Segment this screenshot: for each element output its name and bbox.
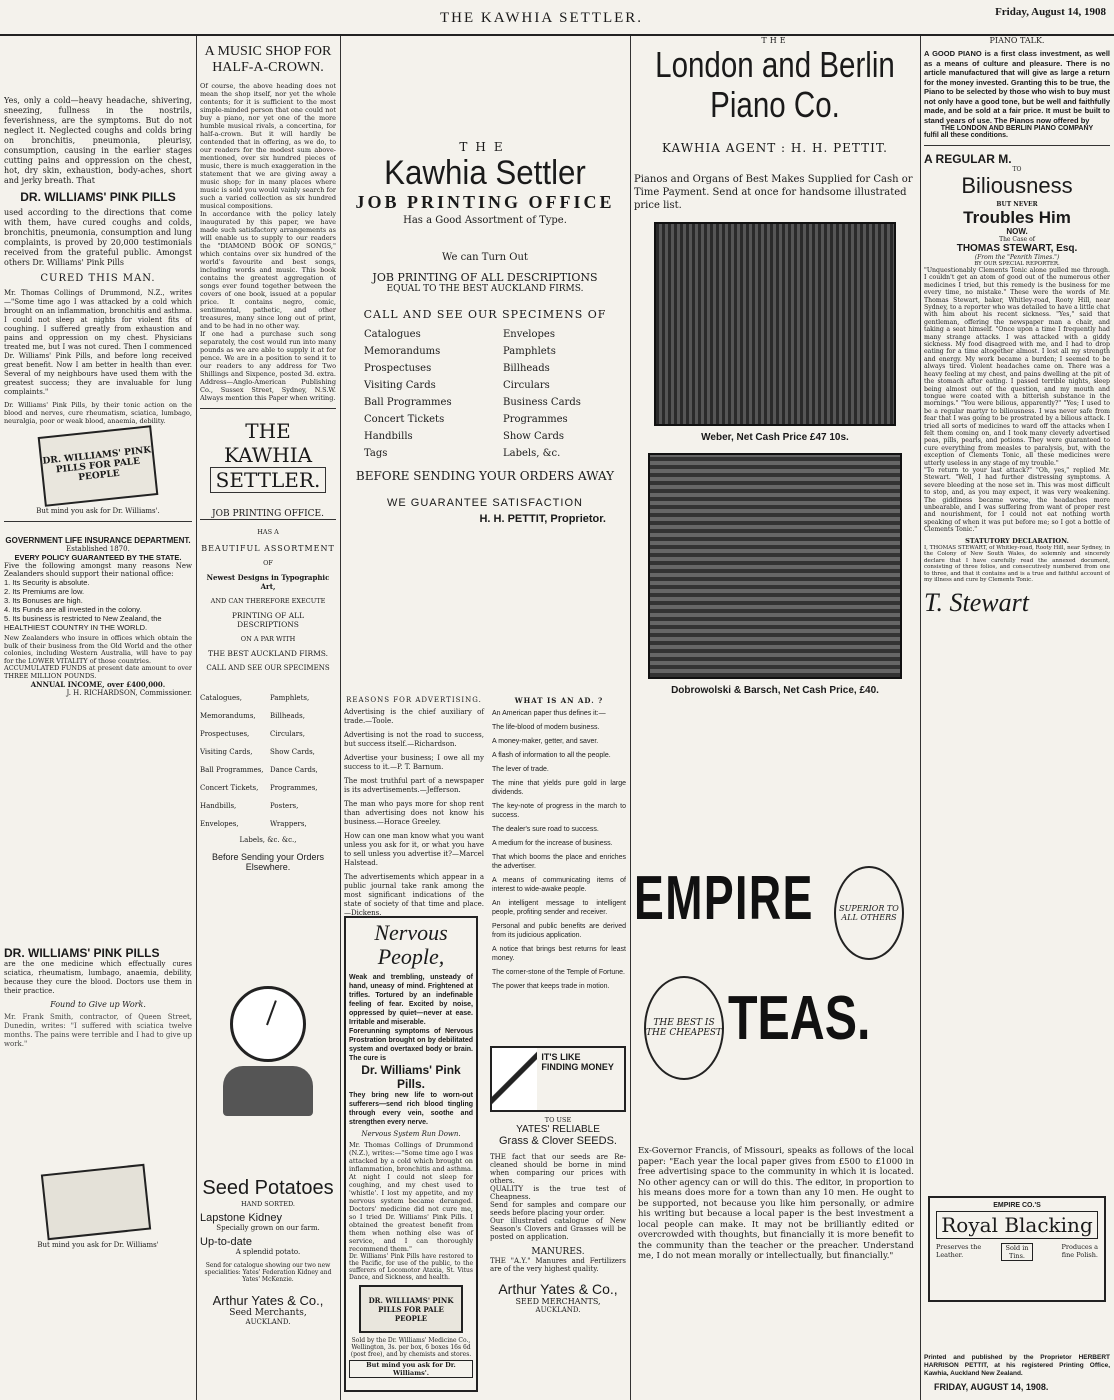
nerv-box	[359, 1285, 463, 1333]
js-item: Circulars	[503, 380, 550, 391]
js-item: Tags	[364, 448, 388, 459]
reasons-title: REASONS FOR ADVERTISING.	[346, 696, 482, 704]
nerv-sold: Sold by the Dr. Williams' Medicine Co., Wellington, 3s. per box, 6 boxes 16s 6d (post free), and by chemists and stores.	[350, 1337, 472, 1358]
reason: The advertisements which appear in a public journal take rank among the most significant indications of the state of society of that time and place.—Dickens.	[344, 873, 484, 917]
insurance-sign: J. H. RICHARDSON, Commissioner.	[66, 689, 192, 697]
dob-caption: Dobrowolski & Barsch, Net Cash Price, £40.	[671, 685, 879, 696]
empire-co: EMPIRE CO.'S	[993, 1202, 1041, 1209]
has-a: HAS A	[257, 528, 279, 536]
whatad-title: WHAT IS AN AD. ?	[514, 696, 604, 705]
nerv-body-3: They bring new life to worn-out sufferers—send rich blood tingling through every vein, soothe and strengthen every nerve.	[349, 1092, 473, 1126]
piano-talk-title: PIANO TALK.	[989, 36, 1045, 45]
pink-pills-body: used according to the directions that come with them, have cured coughs and colds, bronchitis, pneumonia, consumption and lung complaints, is proved by 20,000 testimonials received from the grateful public. Amongst others Dr. Williams' Pink Pills	[4, 208, 192, 267]
reason: The most truthful part of a newspaper is its advertisements.—Jefferson.	[344, 777, 484, 794]
seed-sub: HAND SORTED.	[240, 1200, 295, 1208]
js-items	[364, 329, 626, 459]
special-reporter: BY OUR SPECIAL REPORTER.	[974, 261, 1060, 267]
specimen-list	[200, 694, 336, 828]
js-desc: JOB PRINTING OF ALL DESCRIPTIONS	[372, 271, 598, 284]
js-item: Catalogues	[364, 329, 421, 340]
but-never: BUT NEVER	[996, 201, 1038, 208]
music-body-1: Of course, the above heading does not mean the shop itself, nor yet the whole contents; for it is sufficient to the most simple-minded person that one could not buy a piano, nor yet one of the more humble musical rivals, a concertina, for half-a-crown. But it will hardly be contended that in offering, as we do, to our readers for the modest sum above-mentioned, over six hundred pieces of music, there is much exaggeration in the statement that we are giving away a music shop; for in many places where music is sold you would vainly search for such a varied collection as six hundred musical compositions.	[200, 82, 336, 210]
uptodate: Up-to-date	[200, 1236, 252, 1248]
reason: Advertise your business; I owe all my success to it.—P. T. Barnum.	[344, 754, 484, 771]
now: NOW.	[1006, 227, 1028, 236]
js-item: Programmes	[503, 414, 568, 425]
statutory-title: STATUTORY DECLARATION.	[965, 536, 1069, 545]
statutory-body: I, THOMAS STEWART, of Whitley-road, Rooty Hill, near Sydney, in the Colony of New South Wales, do solemnly and sincerely declare that I have carefully read the annexed document, consisting of three folios, and consecutively numbered from one to three, and that it contains and is a true and faithful account of my illness and cure by Clements Tonic.	[924, 544, 1110, 584]
js-prop: H. H. PETTIT, Proprietor.	[479, 513, 606, 525]
best-oval	[644, 976, 724, 1080]
reason: How can one man know what you want unless you ask for it, or what you have to sell unless you advertise it?—Marcel Halstead.	[344, 832, 484, 867]
column-4	[634, 36, 916, 1396]
js-title: Kawhia Settler	[384, 154, 586, 192]
before-sending: Before Sending your Orders Elsewhere.	[211, 852, 325, 872]
whatad-line: That which booms the place and enriches the advertiser.	[492, 854, 626, 870]
insurance-policy: EVERY POLICY GUARANTEED BY THE STATE.	[14, 553, 182, 562]
teas-word: TEAS.	[728, 984, 871, 1053]
nerv-brand: Dr. Williams' Pink Pills.	[361, 1063, 461, 1091]
nerv-mind: But mind you ask for Dr. Williams'.	[349, 1360, 473, 1378]
nerv-sub: Nervous System Run Down.	[361, 1130, 461, 1138]
whatad-line: The lever of trade.	[492, 766, 549, 773]
pink-pills-box	[38, 425, 159, 507]
specimen-item: Billheads,	[270, 712, 305, 720]
insurance-more: New Zealanders who insure in offices which obtain the bulk of their business from the Old World and the other colonies, including Western Australia, will have to pay for the LOWER VITALITY of those countries.	[4, 634, 192, 665]
from-penrith: (From the "Penrith Times.")	[974, 254, 1060, 261]
pills-note: Dr. Williams' Pink Pills, by their tonic action on the blood and nerves, cure rheumatism, sciatica, lumbago, neuralgia, poor or weak blood, anaemia, debility.	[4, 401, 192, 425]
specimen-item: Posters,	[270, 802, 299, 810]
js-item: Envelopes	[503, 329, 555, 340]
to: TO	[1012, 166, 1022, 173]
can-execute: AND CAN THEREFORE EXECUTE	[210, 597, 326, 605]
yates-body-1: THE fact that our seeds are Re-cleaned should be borne in mind when comparing our prices with others.	[490, 1153, 626, 1185]
yates-gc: Grass & Clover SEEDS.	[499, 1135, 617, 1147]
nerv-story: Mr. Thomas Collings of Drummond (N.Z.), writes:—"Some time ago I was attacked by a cold which brought on inflammation, bronchitis and asthma. At night I could not sleep for coughing, and my chest used to 'whistle'. I lost my appetite, and my nervous system became deranged. Doctors' medicine did not cure me, so I tried Dr. Williams' Pink Pills. I obtained the greatest benefit from them when nothing else was of service, and I can thoroughly recommend them."	[349, 1141, 473, 1253]
ad2-mind: But mind you ask for Dr. Williams'	[37, 1241, 159, 1249]
column-1	[4, 36, 192, 1396]
jp-title: JOB PRINTING OFFICE.	[200, 509, 336, 520]
column-2	[200, 36, 336, 1396]
js-turn: We can Turn Out	[442, 252, 528, 263]
ad2-heading: DR. WILLIAMS' PINK PILLS	[4, 946, 160, 960]
preserves: Preserves the Leather.	[936, 1243, 982, 1259]
whatad-line: A flash of information to all the people.	[492, 752, 611, 759]
insurance-title: GOVERNMENT LIFE INSURANCE DEPARTMENT.	[5, 536, 191, 545]
js-item: Labels, &c.	[503, 448, 561, 459]
js-item: Business Cards	[503, 397, 581, 408]
dobrowolski-piano-image	[648, 453, 902, 679]
piano-talk-end: fulfil all these conditions.	[924, 132, 1009, 139]
masthead	[0, 0, 1114, 36]
best-firms: THE BEST AUCKLAND FIRMS.	[207, 649, 329, 658]
specimen-item: Show Cards,	[270, 748, 315, 756]
column-rule	[340, 36, 341, 1400]
pink-pills-ad-2	[4, 946, 192, 1249]
issue-date: Friday, August 14, 1908	[995, 6, 1106, 18]
yates-seed: SEED MERCHANTS,	[515, 1297, 601, 1306]
regular-m: A REGULAR M.	[924, 152, 1012, 166]
specimen-item: Handbills,	[200, 802, 237, 810]
ask-for-williams: But mind you ask for Dr. Williams'.	[36, 507, 160, 515]
ad2-body: are the one medicine which effectually cures sciatica, rheumatism, lumbago, anaemia, debility, because they cure the blood. Doctors use them in their practice.	[4, 960, 192, 995]
js-before: BEFORE SENDING YOUR ORDERS AWAY	[355, 469, 615, 483]
insurance-body: Five the following amongst many reasons New Zealanders should support their national office:	[4, 562, 192, 578]
stewart-story-2: "To return to your last attack?" "Oh, yes," replied Mr. Stewart. "Well, I had further distressing symptoms. A severe bleeding at the nose set in. This was most difficult to stop, and, as you may expect, it was very weakening. The giddiness became worse, the headaches more unbearable, and I was suffering from want of proper rest and nourishment, for I could not eat nothing worth speaking of when it was put before me; so I got a bottle of Clements Tonic."	[924, 466, 1110, 534]
produces: Produces a fine Polish.	[1061, 1243, 1098, 1259]
yates-auckland: AUCKLAND.	[535, 1306, 581, 1314]
nervous-people-ad	[344, 916, 478, 1392]
collings-story: Mr. Thomas Collings of Drummond, N.Z., writes—"Some time ago I was attacked by a cold which brought on an inflammation, bronchitis and asthma. I could not sleep at nights for violent fits of coughing. I suffered greatly from exhaustion and pains and oppression on my chest. Physicians treated me, but I was not cured. Then I commenced Dr. Williams' Pink Pills, and before long received great benefit. Now I am better in health than ever. Several of my neighbours have used them with the greatest success; they are invaluable for lung complaints."	[4, 289, 192, 396]
whatad-line: The mine that yields pure gold in large dividends.	[492, 780, 626, 796]
yates-illustration	[490, 1046, 626, 1112]
empire-word: EMPIRE	[634, 864, 814, 933]
ks-settler: SETTLER.	[210, 467, 326, 493]
sower-icon	[492, 1048, 537, 1110]
best-text: THE BEST IS THE CHEAPEST	[646, 1018, 722, 1038]
yates-its: IT'S LIKE FINDING MONEY	[541, 1052, 614, 1072]
whatad-line: The corner-stone of the Temple of Fortune.	[492, 969, 625, 976]
lapstone: Lapstone Kidney	[200, 1212, 282, 1224]
ks-kawhia: KAWHIA	[223, 443, 313, 467]
newspaper-title: THE KAWHIA SETTLER.	[440, 10, 644, 26]
js-the: THE	[459, 140, 511, 154]
cold-intro: Yes, only a cold—heavy headache, shivering, sneezing, fullness in the nostrils, feverishness, are the symptoms. But do not neglect it. Neglected coughs and colds bring on bronchitis, pneumonia, pleurisy, consumption, causing in the earlier stages cutting pains and oppression on the chest, hot, dry skin, exhaustion, body-aches, short and jerky breath. That	[4, 96, 192, 185]
whatad-line: An intelligent message to intelligent people, profiting sender and receiver.	[492, 900, 626, 916]
lb-title-1: London and Berlin	[655, 44, 895, 85]
js-guar: WE GUARANTEE SATISFACTION	[387, 497, 583, 509]
lb-the: THE	[761, 36, 789, 45]
whatad-line: Personal and public benefits are derived from its judicious application.	[492, 923, 626, 939]
reason: Advertising is the chief auxiliary of trade.—Toole.	[344, 708, 484, 725]
yates-body-2: Send for samples and compare our seeds before placing your order.	[490, 1201, 626, 1217]
insurance-item: 1. Its Security is absolute.	[4, 578, 90, 587]
scale-icon	[230, 986, 306, 1062]
seed-send: Send for catalogue showing our two new specialities: Yates' Federation Kidney and Yates' McKenzie.	[204, 1262, 332, 1283]
governor-francis: Ex-Governor Francis, of Missouri, speaks as follows of the local paper: "Each year the local paper gives from £500 to £1000 in free advertising space to the community in which it is located. No other agency can or will do this. The editor, in proportion to his means does more for a town than any 10 men. He ought to be supported, not because you like him personally, or admire his writing but because a local paper is the best investment a local people can make. It may not be brilliantly edited or overcrowded with thoughts, but financially it is more benefit to the community than the teacher or the preacher. Understand me, I do not mean morally or intellectually, but financially."	[638, 1146, 914, 1261]
insurance-item: 5. Its business is restricted to New Zealand, the HEALTHIEST COUNTRY IN THE WORLD.	[4, 614, 162, 632]
js-call: CALL AND SEE OUR SPECIMENS OF	[363, 308, 607, 321]
labels-etc: Labels, &c. &c.,	[239, 836, 297, 844]
whatad-line: A means of communicating items of interest to wide-awake people.	[492, 877, 626, 893]
yates-to: TO USE	[544, 1116, 572, 1124]
biliousness: Biliousness	[961, 173, 1073, 198]
lapstone-sub: Specially grown on our farm.	[216, 1224, 320, 1232]
specimen-item: Concert Tickets,	[200, 784, 259, 792]
insurance-funds: ACCUMULATED FUNDS at present date amount to over THREE MILLION POUNDS.	[4, 664, 192, 680]
nerv-body-2: Forerunning symptoms of Nervous Prostration brought on by debilitated system and overtaxed body or brain. The cure is	[349, 1028, 473, 1062]
insurance-est: Established 1870.	[66, 545, 130, 553]
call-see: CALL AND SEE OUR SPECIMENS	[206, 664, 330, 672]
specimen-item: Catalogues,	[200, 694, 242, 702]
stewart-story: "Unquestionably Clements Tonic alone pulled me through. I couldn't get an atom of good out of the numerous other medicines I tried, but this remedy is the business for me every time, no mistake." These were the words of Mr. Thomas Stewart, baker, Whitley-road, Rooty Hill, near Sydney, to a reporter who was detailed to have a little chat with him about his recent sickness. "Yes," said that gentleman, offering the newspaper man a chair, and taking a seat himself. "Once upon a time I frequently had many strange attacks. I was attacked with a giddy sickness. My food disagreed with me, and I had to drop eating for a time altogether almost. I lost all my strength and energy. My work became a burden; I seemed to be always tired. Violent headaches came on. There was a heavy feeling at my chest, and pains dwelling at the pit of the stomach after eating. I passed terrible nights, sleep being almost out of the question, and my mouth and tongue were coated with a bitterish substance in the mornings." "You were bilious, apparently?" "Yes; I used to be a regular martyr to biliousness. I was never safe from fear that I was going to be prostrated by a bilious attack. I tried all sorts of medicines to ward off the attacks when I felt them coming on, and I took many cleverly advertised peas, pills, pearls, and potions. They were guaranteed to cure everything from measles to paralysis, but, with the exception of Clements Tonic, all these medicines were utterly useless in any stage of my trouble."	[924, 267, 1110, 467]
whatad-line: A medium for the increase of business.	[492, 840, 613, 847]
royal-blacking-ad	[928, 1196, 1106, 1302]
piano-talk-co: THE LONDON AND BERLIN PIANO COMPANY	[940, 125, 1094, 132]
yates-seeds-ad	[490, 1046, 626, 1314]
whatad-line: The dealer's sure road to success.	[492, 826, 599, 833]
what-is-an-ad	[492, 696, 626, 996]
nerv-body: Weak and trembling, unsteady of hand, uneasy of mind. Frightened at trifles. Tortured by an indefinable feeling of fear. Excited by noise, oppressed by quiet—never at ease. Irritable and miserable.	[349, 974, 473, 1026]
column-5	[924, 36, 1110, 1396]
js-item: Handbills	[364, 431, 413, 442]
superior-oval	[834, 866, 904, 960]
js-jpo: JOB PRINTING OFFICE	[355, 192, 615, 212]
insurance-item: 3. Its Bonuses are high.	[4, 596, 83, 605]
ks-the: THE	[245, 419, 291, 443]
js-item: Visiting Cards	[364, 380, 436, 391]
column-rule	[196, 36, 197, 1400]
ad2-sub: Found to Give up Work.	[50, 1000, 146, 1009]
js-item: Concert Tickets	[364, 414, 445, 425]
specimen-item: Visiting Cards,	[200, 748, 253, 756]
whatad-line: The life-blood of modern business.	[492, 724, 600, 731]
music-body-3: If one had a purchase such song separately, the cost would run into many pounds as we are able to supply it at for pence. We are in a position to send it to our readers to any address for Two Shillings and Sixpence, posted 3d. extra. Address—Anglo-American Publishing Co., Sussex Street, Sydney, N.S.W. Always mention this Paper when writing.	[200, 330, 336, 402]
pink-pills-heading: DR. WILLIAMS' PINK PILLS	[20, 190, 176, 204]
of: OF	[263, 559, 273, 567]
js-item: Prospectuses	[364, 363, 432, 374]
column-rule	[920, 36, 921, 1400]
ad2-story: Mr. Frank Smith, contractor, of Queen Street, Dunedin, writes: "I suffered with sciatica twelve months. The pains were terrible and I had to give up work."	[4, 1013, 192, 1048]
js-item: Pamphlets	[503, 346, 556, 357]
imprint: Printed and published by the Proprietor HERBERT HARRISON PETTIT, at his registered Printing Office, Kawhia, Auckland New Zealand.	[924, 1354, 1110, 1377]
nerv-note: Dr. Williams' Pink Pills have restored to the Pacific, for use of the public, to the sufferers of Locomotor Ataxia, St. Vitus Dance, and Sickness, and health.	[349, 1253, 473, 1281]
specimen-item: Ball Programmes,	[200, 766, 264, 774]
yates-merch: Seed Merchants,	[229, 1308, 307, 1318]
weber-piano-image	[654, 222, 896, 426]
yates-name: Arthur Yates & Co.,	[212, 1293, 324, 1308]
insurance-list	[4, 578, 192, 632]
sold-in-tins: Sold in Tins.	[1001, 1243, 1033, 1261]
nerv-box-label: DR. WILLIAMS' PINK PILLS FOR PALE PEOPLE	[368, 1295, 454, 1323]
js-item: Show Cards	[503, 431, 564, 442]
yates-auck: AUCKLAND.	[245, 1318, 291, 1326]
weber-caption: Weber, Net Cash Price £47 10s.	[701, 432, 849, 443]
box-label: DR. WILLIAMS' PINK PILLS FOR PALE PEOPLE	[42, 445, 152, 484]
whatad-line: The key-note of progress in the march to success.	[492, 803, 626, 819]
printing-all: PRINTING OF ALL DESCRIPTIONS	[231, 611, 305, 629]
manures: MANURES.	[531, 1247, 585, 1257]
seed-potatoes-ad	[200, 986, 336, 1326]
js-item: Memorandums	[364, 346, 441, 357]
par-with: ON A PAR WITH	[240, 635, 296, 643]
case-of: The Case of	[999, 236, 1035, 243]
whatad-line: The power that keeps trade in motion.	[492, 983, 610, 990]
cured-heading: CURED THIS MAN.	[40, 273, 156, 284]
whatad-line: A notice that brings best returns for least money.	[492, 946, 626, 962]
column-3	[344, 36, 626, 1396]
insurance-item: 2. Its Premiums are low.	[4, 587, 85, 596]
js-equal: EQUAL TO THE BEST AUCKLAND FIRMS.	[386, 284, 584, 294]
royal-blacking: Royal Blacking	[936, 1211, 1098, 1239]
specimen-item: Circulars,	[270, 730, 305, 738]
uptodate-sub: A splendid potato.	[235, 1248, 301, 1256]
insurance-income: ANNUAL INCOME, over £400,000.	[30, 680, 166, 689]
potato-basket-icon	[223, 1066, 313, 1116]
lb-pianos: Pianos and Organs of Best Makes Supplied for Cash or Time Payment. Send at once for handsome illustrated price list.	[634, 174, 913, 211]
imprint-date: FRIDAY, AUGUST 14, 1908.	[934, 1382, 1049, 1392]
js-has: Has a Good Assortment of Type.	[403, 215, 567, 226]
seed-potatoes-title: Seed Potatoes	[202, 1177, 334, 1199]
reason: Advertising is not the road to success, but success itself.—Richardson.	[344, 731, 484, 748]
newest: Newest Designs in Typographic Art,	[206, 573, 330, 591]
yates-body-3: Our illustrated catalogue of New Season's Clovers and Grasses will be posted on application.	[490, 1217, 626, 1241]
music-shop-title: A MUSIC SHOP FOR HALF-A-CROWN.	[204, 44, 332, 75]
empire-teas-ad	[634, 866, 916, 1106]
beautiful: BEAUTIFUL ASSORTMENT	[201, 544, 335, 553]
specimen-item: Programmes,	[270, 784, 318, 792]
specimen-item: Pamphlets,	[270, 694, 310, 702]
insurance-item: 4. Its Funds are all invested in the colony.	[4, 605, 142, 614]
specimen-item: Prospectuses,	[200, 730, 250, 738]
nerv-title: Nervous People,	[374, 920, 448, 969]
stewart-signature: T. Stewart	[924, 587, 1029, 617]
whatad-line: An American paper thus defines it:—	[492, 710, 606, 717]
specimen-item: Dance Cards,	[270, 766, 318, 774]
manures-body: THE "A.Y." Manures and Fertilizers are of the very highest quality.	[490, 1257, 626, 1273]
specimen-item: Memorandums,	[200, 712, 256, 720]
specimen-item: Envelopes,	[200, 820, 239, 828]
js-item: Billheads	[503, 363, 550, 374]
yates-reliable: YATES' RELIABLE	[516, 1124, 600, 1135]
reason: The man who pays more for shop rent than advertising does not know his business.—Horace Greeley.	[344, 800, 484, 826]
lb-agent: KAWHIA AGENT : H. H. PETTIT.	[662, 141, 888, 155]
thomas-stewart: THOMAS STEWART, Esq.	[956, 243, 1078, 254]
blacking-features	[930, 1241, 1104, 1263]
troubles-him: Troubles Him	[963, 208, 1071, 227]
specimen-item: Wrappers,	[270, 820, 307, 828]
pink-pills-box-2	[41, 1164, 151, 1241]
yates-quality: QUALITY is the true test of Cheapness.	[490, 1185, 626, 1201]
yates-co: Arthur Yates & Co.,	[498, 1281, 618, 1297]
whatad-line: A money-maker, getter, and saver.	[492, 738, 599, 745]
column-rule	[630, 36, 631, 1400]
reasons-for-advertising	[344, 696, 484, 923]
music-body-2: In accordance with the policy lately inaugurated by this paper, we have made such satisfactory arrangements as will enable us to supply to our readers the "DIAMOND BOOK OF SONGS," which contains over six hundred of the world's favourite and best songs, including words and music. This book contains the greatest aggregation of songs ever found together between the covers of one book, issued at a popular price. It contains negro, comic, sentimental, pathetic, and other treasures, many since long out of print, and to be had in no other way.	[200, 210, 336, 330]
lb-title-2: Piano Co.	[710, 84, 840, 125]
piano-talk-body: A GOOD PIANO is a first class investment, as well as a means of culture and pleasure. There is no article manufactured that will give as large a return for the money invested. Granting this to be true, the Piano to be selected by those who wish to buy must not only have a good tone, but be well and faithfully made, and be sold at a fair price. It must be built to stand years of use. The Pianos now offered by	[924, 49, 1110, 125]
js-item: Ball Programmes	[364, 397, 452, 408]
superior-text: SUPERIOR TO ALL OTHERS	[839, 904, 899, 922]
